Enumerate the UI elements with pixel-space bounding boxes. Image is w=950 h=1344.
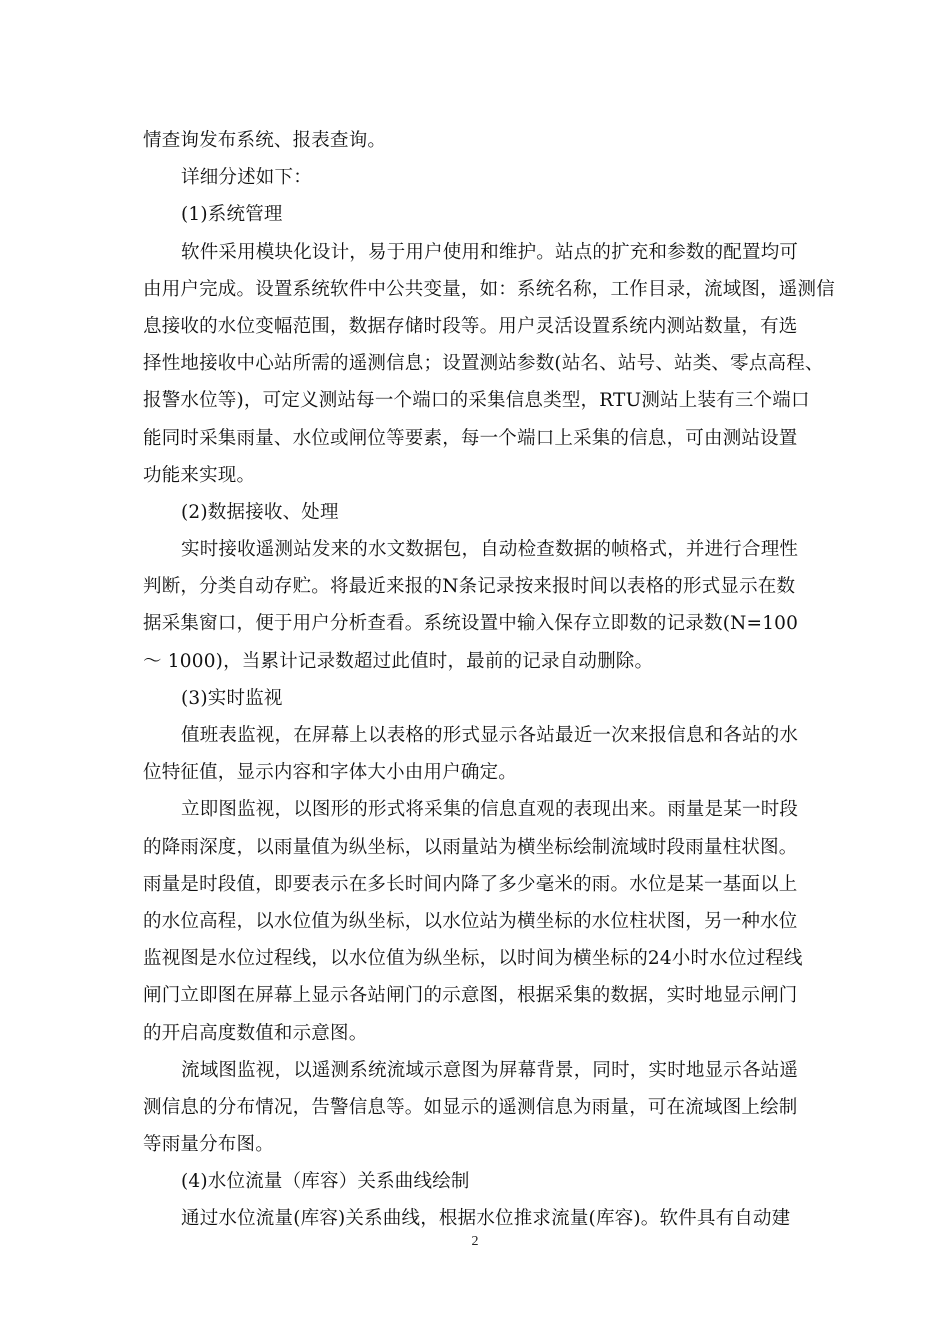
section-heading-system-management: (1)系统管理 [181,204,283,226]
text-line: 立即图监视，以图形的形式将采集的信息直观的表现出来。雨量是某一时段 [181,799,799,821]
text-line: 监视图是水位过程线，以水位值为纵坐标，以时间为横坐标的24小时水位过程线 [143,948,803,970]
text-line: 测信息的分布情况，告警信息等。如显示的遥测信息为雨量，可在流域图上绘制 [143,1096,798,1118]
text-line: 由用户完成。设置系统软件中公共变量，如：系统名称，工作目录，流域图，遥测信 [143,278,835,300]
text-line: 通过水位流量(库容)关系曲线，根据水位推求流量(库容)。软件具有自动建 [181,1208,791,1230]
text-line: 位特征值，显示内容和字体大小由用户确定。 [143,762,518,784]
text-line: 的降雨深度，以雨量值为纵坐标，以雨量站为横坐标绘制流域时段雨量柱状图。 [143,836,798,858]
body-text [143,122,835,1238]
text-line: 据采集窗口，便于用户分析查看。系统设置中输入保存立即数的记录数(N=100 [143,613,799,635]
text-line: 报警水位等)，可定义测站每一个端口的采集信息类型，RTU测站上装有三个端口 [143,390,810,412]
text-line: 择性地接收中心站所需的遥测信息；设置测站参数(站名、站号、站类、零点高程、 [143,353,824,375]
text-line: 能同时采集雨量、水位或闸位等要素，每一个端口上采集的信息，可由测站设置 [143,427,798,449]
text-line: 功能来实现。 [143,464,256,486]
section-heading-data-receive: (2)数据接收、处理 [181,501,339,523]
section-heading-realtime-monitor: (3)实时监视 [181,687,283,709]
text-line: 等雨量分布图。 [143,1134,274,1156]
page-number: 2 [471,1234,479,1249]
text-line: 值班表监视，在屏幕上以表格的形式显示各站最近一次来报信息和各站的水 [181,725,799,746]
text-line: ～ 1000)，当累计记录数超过此值时，最前的记录自动删除。 [143,650,654,672]
text-line: 判断，分类自动存贮。将最近来报的N条记录按来报时间以表格的形式显示在数 [143,576,796,598]
text-line: 软件采用模块化设计，易于用户使用和维护。站点的扩充和参数的配置均可 [181,241,799,263]
text-line: 的开启高度数值和示意图。 [143,1022,368,1044]
text-line: 情查询发布系统、报表查询。 [143,130,387,151]
text-line: 实时接收遥测站发来的水文数据包，自动检查数据的帧格式，并进行合理性 [181,539,799,561]
text-line: 息接收的水位变幅范围，数据存储时段等。用户灵活设置系统内测站数量，有选 [143,315,798,337]
text-line: 闸门立即图在屏幕上显示各站闸门的示意图，根据采集的数据，实时地显示闸门 [143,985,798,1007]
section-heading-rating-curve: (4)水位流量（库容）关系曲线绘制 [181,1171,470,1193]
text-line: 雨量是时段值，即要表示在多长时间内降了多少毫米的雨。水位是某一基面以上 [143,873,798,895]
text-line: 的水位高程，以水位值为纵坐标，以水位站为横坐标的水位柱状图，另一种水位 [143,910,798,932]
text-line: 流域图监视，以遥测系统流域示意图为屏幕背景，同时，实时地显示各站遥 [181,1059,799,1081]
text-line: 详细分述如下： [181,167,312,189]
